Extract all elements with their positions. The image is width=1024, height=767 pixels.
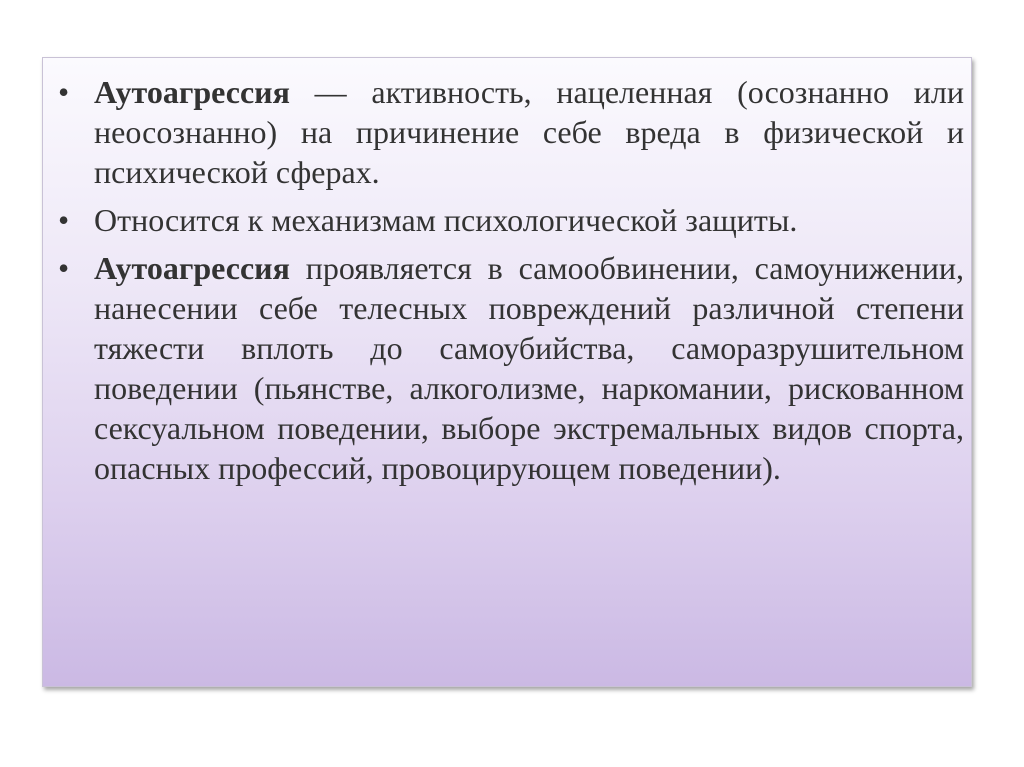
bullet-icon: • bbox=[58, 202, 70, 238]
bullet-item-defense-mechanism bbox=[56, 200, 964, 240]
item-text: проявляется в самообвинении, самоунижении, нанесении себе телесных повреждений различной степени тяжести вплоть до самоубийства, саморазрушительном поведении (пьянстве, алкоголизме, наркомании, рискованном сексуальном поведении, выборе экстремальных видов спорта, опасных профессий, провоцирующем поведении). bbox=[94, 250, 964, 486]
bullet-icon: • bbox=[58, 74, 70, 110]
bullet-item-manifestations bbox=[56, 248, 964, 488]
bullet-item-definition bbox=[56, 72, 964, 192]
item-text: Относится к механизмам психологической защиты. bbox=[94, 202, 798, 238]
bullet-icon: • bbox=[58, 250, 70, 286]
term-label: Аутоагрессия bbox=[94, 74, 290, 110]
bullet-list bbox=[56, 72, 964, 496]
item-text: — активность, нацеленная (осознанно или неосознанно) на причинение себе вреда в физической и психической сферах. bbox=[94, 74, 964, 190]
term-label: Аутоагрессия bbox=[94, 250, 290, 286]
